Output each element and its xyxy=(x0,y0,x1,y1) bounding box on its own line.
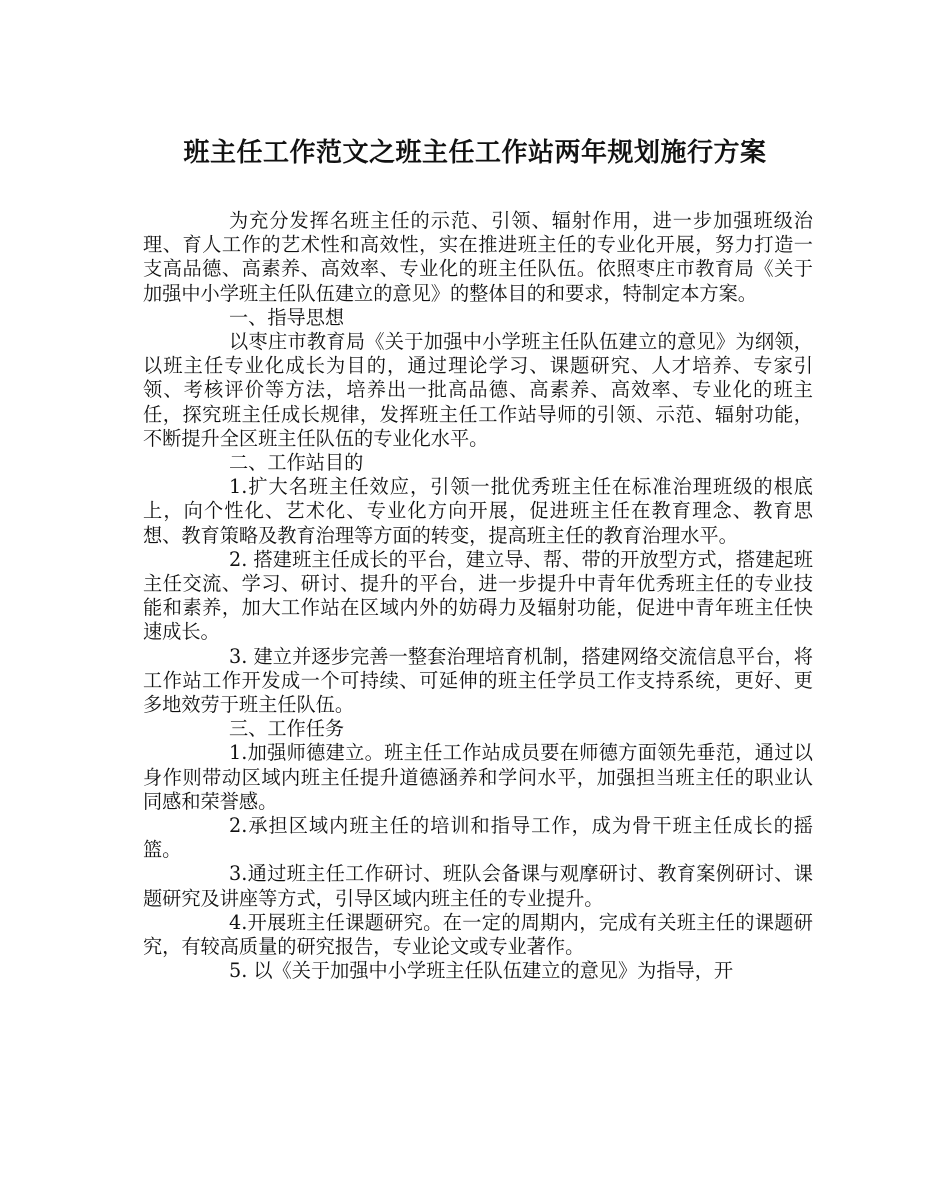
paragraph-goal-3: 3. 建立并逐步完善一整套治理培育机制，搭建网络交流信息平台，将工作站工作开发成一个可持续、可延伸的班主任学员工作支持系统，更好、更多地效劳于班主任队伍。 xyxy=(143,644,813,717)
document-body xyxy=(143,209,813,984)
section-heading-guiding-thought: 一、指导思想 xyxy=(229,305,345,329)
document-title: 班主任工作范文之班主任工作站两年规划施行方案 xyxy=(183,138,767,168)
paragraph-task-2: 2.承担区域内班主任的培训和指导工作，成为骨干班主任成长的摇篮。 xyxy=(143,814,813,862)
section-heading-work-tasks: 三、工作任务 xyxy=(229,717,345,741)
paragraph-task-1: 1.加强师德建立。班主任工作站成员要在师德方面领先垂范，通过以身作则带动区域内班主任提升道德涵养和学问水平，加强担当班主任的职业认同感和荣誉感。 xyxy=(143,741,813,813)
paragraph-goal-1: 1.扩大名班主任效应，引领一批优秀班主任在标准治理班级的根底上，向个性化、艺术化、专业化方向开展，促进班主任在教育理念、教育思想、教育策略及教育治理等方面的转变，提高班主任的教育治理水平。 xyxy=(143,475,813,547)
paragraph-task-4: 4.开展班主任课题研究。在一定的周期内，完成有关班主任的课题研究，有较高质量的研究报告，专业论文或专业著作。 xyxy=(143,910,813,959)
paragraph-goal-2: 2. 搭建班主任成长的平台，建立导、帮、带的开放型方式，搭建起班主任交流、学习、研讨、提升的平台，进一步提升中青年优秀班主任的专业技能和素养，加大工作站在区域内外的妨碍力及辐射功能，促进中青年班主任快速成长。 xyxy=(143,547,813,644)
section-heading-station-goals: 二、工作站目的 xyxy=(229,451,364,475)
paragraph-guiding-thought: 以枣庄市教育局《关于加强中小学班主任队伍建立的意见》为纲领，以班主任专业化成长为目的，通过理论学习、课题研究、人才培养、专家引领、考核评价等方法，培养出一批高品德、高素养、高效率、专业化的班主任，探究班主任成长规律，发挥班主任工作站导师的引领、示范、辐射功能，不断提升全区班主任队伍的专业化水平。 xyxy=(143,330,813,450)
paragraph-task-3: 3.通过班主任工作研讨、班队会备课与观摩研讨、教育案例研讨、课题研究及讲座等方式，引导区域内班主任的专业提升。 xyxy=(143,862,813,910)
paragraph-task-5: 5. 以《关于加强中小学班主任队伍建立的意见》为指导，开 xyxy=(229,959,734,983)
paragraph-intro: 为充分发挥名班主任的示范、引领、辐射作用，进一步加强班级治理、育人工作的艺术性和高效性，实在推进班主任的专业化开展，努力打造一支高品德、高素养、高效率、专业化的班主任队伍。依照枣庄市教育局《关于加强中小学班主任队伍建立的意见》的整体目的和要求，特制定本方案。 xyxy=(143,209,813,305)
